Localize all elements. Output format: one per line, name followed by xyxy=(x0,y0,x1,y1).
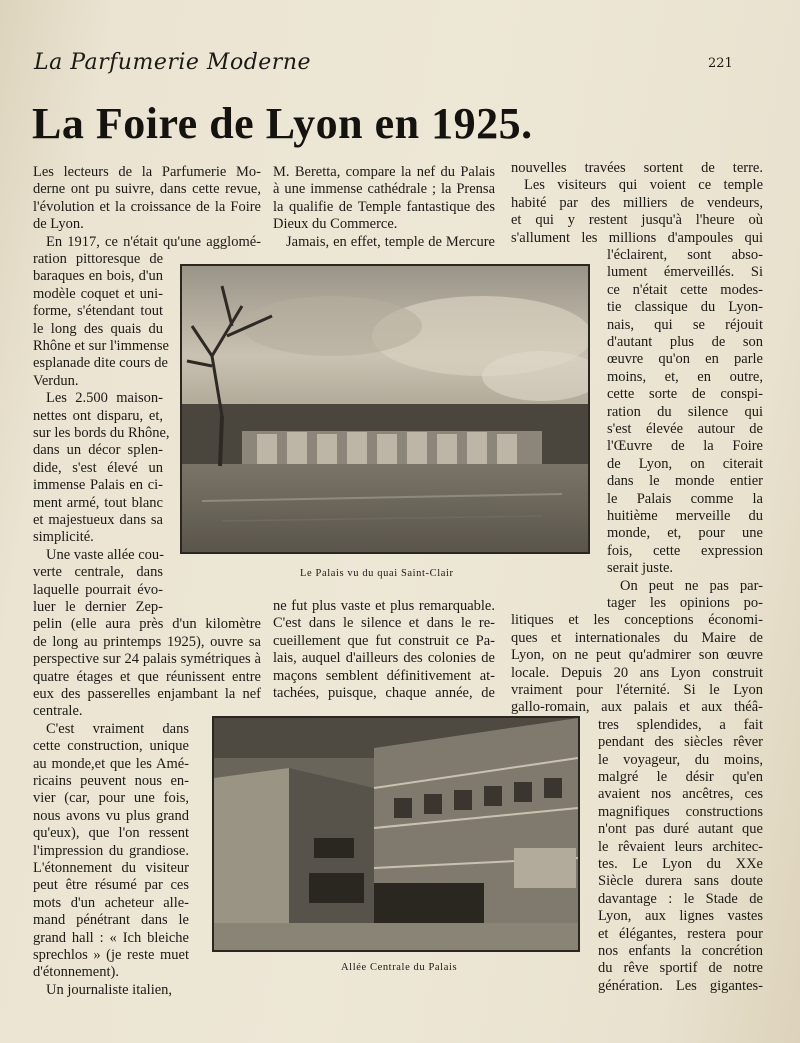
article-title: La Foire de Lyon en 1925. xyxy=(32,99,533,148)
text-line: nous avons vu plus grand xyxy=(33,807,189,824)
caption-allee-centrale: Allée Centrale du Palais xyxy=(341,962,458,973)
text-line: et majestueux dans sa xyxy=(33,512,163,528)
text-line: tager les opinions po- xyxy=(607,595,763,611)
caption-palais-quai: Le Palais vu du quai Saint-Clair xyxy=(300,568,454,579)
text-line: ques et internationales du Maire de xyxy=(511,629,763,646)
text-line: Jamais, en effet, temple de Mercure xyxy=(286,233,495,250)
text-line: le voyageur, du moins, xyxy=(598,751,763,768)
text-line: grand hall : « Ich bleiche xyxy=(33,929,189,946)
text-line: œuvre qu'on en parle xyxy=(607,351,763,368)
photo-palais-quai-image xyxy=(182,266,588,552)
text-line: de Lyon, on citerait xyxy=(607,455,763,472)
text-line: baraques en bois, d'un xyxy=(33,268,163,285)
text-line: n'ont pas duré autant que xyxy=(598,821,763,838)
text-line: litiques et les conceptions économi- xyxy=(511,612,763,629)
text-line: habité par des milliers de vendeurs, xyxy=(511,194,763,211)
text-line: vraiment pour l'éternité. Si le Lyon xyxy=(511,682,763,698)
text-line: du rêve sportif de notre xyxy=(598,960,763,977)
text-line: mand pénétrant dans le xyxy=(33,912,189,929)
text-line: pelin (elle aura près d'un kilomètre xyxy=(33,616,261,633)
text-line: dans un décor splen- xyxy=(33,442,163,459)
text-line: Une vaste allée cou- xyxy=(46,546,164,563)
text-line: maçons semblent définitivement at- xyxy=(273,667,495,684)
text-line: ricains peuvent nous en- xyxy=(33,773,189,789)
text-line: lument émerveillés. Si xyxy=(607,264,763,281)
text-line: l'impression du grandiose. xyxy=(33,842,189,859)
text-line: ration pittoresque de xyxy=(33,251,163,267)
text-line: d'autant plus de son xyxy=(607,334,763,350)
text-line: peut être résumé par ces xyxy=(33,877,189,894)
text-line: Lyon, aux lignes vastes xyxy=(598,908,763,925)
photo-palais-quai xyxy=(180,264,590,554)
text-line: En 1917, ce n'était qu'une agglomé- xyxy=(46,233,261,250)
text-line: le Palais comme la xyxy=(607,490,763,507)
photo-allee-centrale xyxy=(212,716,580,952)
text-line: tes. Le Lyon du XXe xyxy=(598,856,763,872)
text-line: cueillement que fut construit ce Pa- xyxy=(273,632,495,649)
photo-allee-centrale-image xyxy=(214,718,578,950)
text-line: tachées, puisque, chaque année, de xyxy=(273,685,495,701)
text-line: immense Palais en ci- xyxy=(33,477,163,494)
text-line: Les lecteurs de la Parfumerie Mo- xyxy=(33,164,261,180)
text-line: sur les bords du Rhône, xyxy=(33,425,170,441)
text-line: tie classique du Lyon- xyxy=(607,299,763,316)
text-line: le long des quais du xyxy=(33,320,163,337)
text-line: ment armé, tout blanc xyxy=(33,494,163,511)
text-line: fois, cette expression xyxy=(607,542,763,559)
journal-masthead: La Parfumerie Moderne xyxy=(34,50,312,75)
text-line: lais, auquel d'ailleurs des colonies de xyxy=(273,650,495,667)
text-line: centrale. xyxy=(33,703,83,720)
text-line: l'éclairent, sont abso- xyxy=(607,247,763,263)
text-line: dide, s'est élevé un xyxy=(33,459,163,476)
text-line: cette sorte de conspi- xyxy=(607,386,763,403)
text-line: forme, s'étendant tout xyxy=(33,303,163,320)
text-line: derne ont pu suivre, dans cette revue, xyxy=(33,181,261,198)
text-line: quatre étages et que réunissent entre xyxy=(33,668,261,685)
text-line: L'étonnement du visiteur xyxy=(33,860,189,876)
text-line: luer le dernier Zep- xyxy=(33,599,163,615)
text-line: On peut ne pas par- xyxy=(620,577,763,594)
text-line: perspective sur 24 palais symétriques à xyxy=(33,651,261,668)
text-line: et élégantes, restera pour xyxy=(598,925,763,942)
text-line: C'est dans le silence et dans le re- xyxy=(273,615,495,632)
text-line: Rhône et sur l'immense xyxy=(33,338,169,354)
text-line: à une immense cathédrale ; la Prensa xyxy=(273,181,495,198)
text-line: génération. Les gigantes- xyxy=(598,977,763,994)
text-line: locale. Depuis 20 ans Lyon construit xyxy=(511,664,763,681)
text-line: le rêvaient leurs architec- xyxy=(598,838,763,855)
text-line: esplanade dite cours de xyxy=(33,355,168,372)
text-line: gallo-romain, aux palais et aux théâ- xyxy=(511,699,763,716)
text-line: malgré le désir qu'en xyxy=(598,769,763,785)
text-line: l'Œuvre de la Foire xyxy=(607,438,763,455)
text-line: Les visiteurs qui voient ce temple xyxy=(524,177,763,194)
text-line: C'est vraiment dans xyxy=(46,720,189,737)
text-line: simplicité. xyxy=(33,529,94,546)
text-line: laquelle pourrait évo- xyxy=(33,581,163,598)
text-line: moins, et, en outre, xyxy=(607,368,763,385)
text-line: nettes ont disparu, et, xyxy=(33,407,163,424)
text-line: huitième merveille du xyxy=(607,508,763,524)
text-line: eux des passerelles enjambant la nef xyxy=(33,686,261,702)
text-line: l'évolution et la croissance de la Foire xyxy=(33,198,261,215)
text-line: s'est élevée autour de xyxy=(607,421,763,437)
text-line: mots d'un acheteur alle- xyxy=(33,894,189,911)
text-line: verte centrale, dans xyxy=(33,564,163,581)
page-number: 221 xyxy=(708,56,733,71)
text-line: au monde,et que les Amé- xyxy=(33,755,189,772)
text-line: nais, qui se réjouit xyxy=(607,316,763,333)
text-line: Lyon, on ne peut qu'admirer son œuvre xyxy=(511,647,763,664)
text-line: de Lyon. xyxy=(33,216,84,233)
text-line: nouvelles travées sortent de terre. xyxy=(511,160,763,176)
text-line: s'allument les millions d'ampoules qui xyxy=(511,229,763,246)
text-line: Dieux du Commerce. xyxy=(273,216,398,233)
text-line: Les 2.500 maison- xyxy=(46,390,163,407)
text-line: M. Beretta, compare la nef du Palais xyxy=(273,164,495,180)
text-line: dans le monde entier xyxy=(607,473,763,490)
text-line: tres splendides, a fait xyxy=(598,716,763,733)
text-line: la qualifie de Temple fantastique des xyxy=(273,198,495,215)
text-line: ce n'était cette modes- xyxy=(607,281,763,298)
text-line: Verdun. xyxy=(33,372,79,389)
text-line: d'étonnement). xyxy=(33,964,119,981)
text-line: serait juste. xyxy=(607,560,674,577)
text-line: de long au printemps 1925), ouvre sa xyxy=(33,633,261,650)
text-line: ne fut plus vaste et plus remarquable. xyxy=(273,598,495,614)
text-line: modèle coquet et uni- xyxy=(33,285,163,302)
text-line: et qui y restent jusqu'à l'heure où xyxy=(511,212,763,229)
text-line: cette construction, unique xyxy=(33,738,189,755)
text-line: avaient nos ancêtres, ces xyxy=(598,786,763,803)
text-line: Siècle durera sans doute xyxy=(598,873,763,890)
text-line: Un journaliste italien, xyxy=(46,981,173,998)
text-line: davantage : le Stade de xyxy=(598,890,763,907)
text-line: sprechlos » (je reste muet xyxy=(33,947,189,963)
text-line: qu'eux), que l'on ressent xyxy=(33,825,189,842)
text-line: pendant des siècles rêver xyxy=(598,734,763,751)
text-line: monde, et, pour une xyxy=(607,525,763,542)
text-line: ration du silence qui xyxy=(607,403,763,420)
text-line: vier (car, pour une fois, xyxy=(33,790,189,807)
text-line: magnifiques constructions xyxy=(598,803,763,820)
text-line: nos enfants la concrétion xyxy=(598,943,763,959)
